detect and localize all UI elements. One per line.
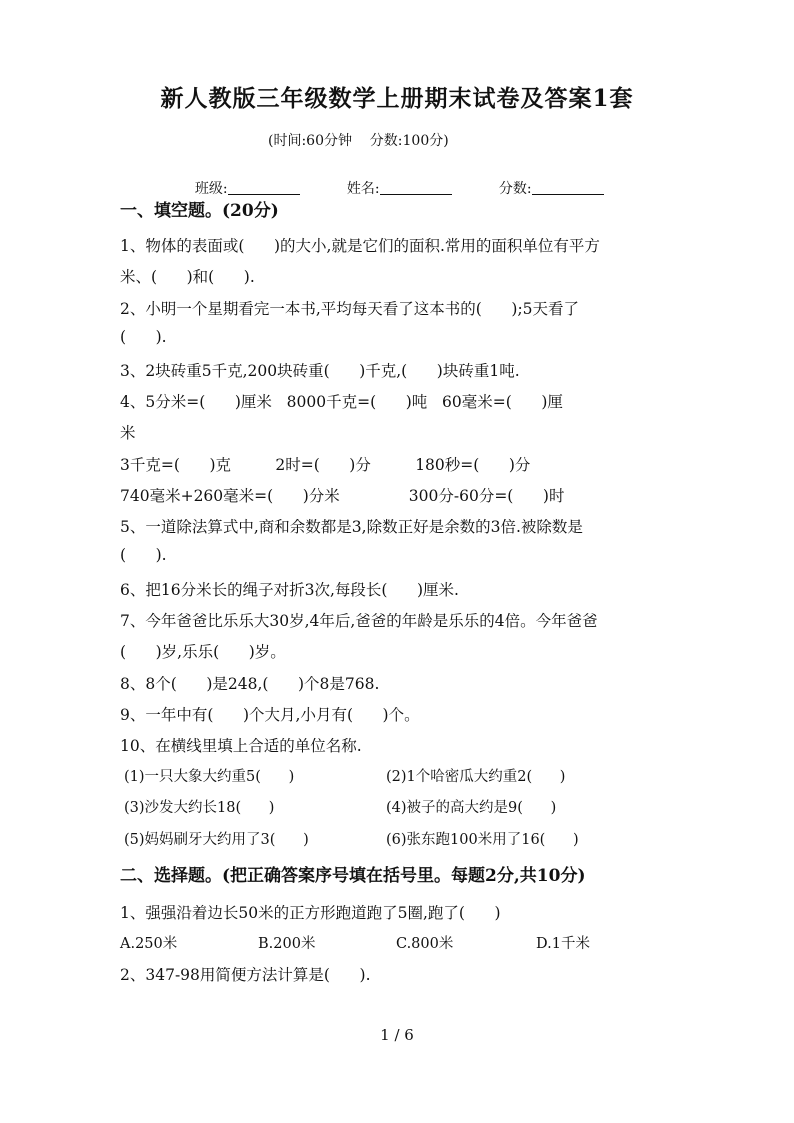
- option-c: C.800米: [396, 936, 454, 952]
- name-label: 姓名:: [346, 181, 380, 197]
- question-line: 米、( )和( ).: [120, 268, 255, 286]
- option-b: B.200米: [258, 936, 316, 952]
- score-blank[interactable]: [532, 180, 604, 195]
- page-title: 新人教版三年级数学上册期末试卷及答案1套: [160, 85, 634, 112]
- time-score-info: (时间:60分钟 分数:100分): [268, 133, 449, 149]
- unit-item: (2)1个哈密瓜大约重2( ): [386, 769, 566, 785]
- score-label: 分数:: [498, 181, 532, 197]
- unit-item: (5)妈妈刷牙大约用了3( ): [124, 832, 309, 848]
- unit-item: (1)一只大象大约重5( ): [124, 769, 295, 785]
- section1-heading: 一、填空题。(20分): [120, 201, 279, 221]
- question-line: 6、把16分米长的绳子对折3次,每段长( )厘米.: [120, 581, 459, 599]
- name-blank[interactable]: [380, 180, 452, 195]
- class-blank[interactable]: [228, 180, 300, 195]
- question-line: 米: [120, 424, 136, 442]
- question-line: 1、物体的表面或( )的大小,就是它们的面积.常用的面积单位有平方: [120, 237, 600, 255]
- question-line: 3千克=( )克 2时=( )分 180秒=( )分: [120, 456, 531, 474]
- question-line: 8、8个( )是248,( )个8是768.: [120, 675, 380, 693]
- question-line: ( ).: [120, 546, 167, 564]
- question-line: 2、小明一个星期看完一本书,平均每天看了这本书的( );5天看了: [120, 300, 580, 318]
- question-line: 1、强强沿着边长50米的正方形跑道跑了5圈,跑了( ): [120, 904, 501, 922]
- unit-item: (4)被子的高大约是9( ): [386, 800, 557, 816]
- question-line: 3、2块砖重5千克,200块砖重( )千克,( )块砖重1吨.: [120, 362, 520, 380]
- unit-item: (6)张东跑100米用了16( ): [386, 832, 579, 848]
- class-field: [186, 162, 300, 198]
- option-a: A.250米: [120, 936, 178, 952]
- page-number: 1 / 6: [380, 1026, 414, 1044]
- question-line: ( ).: [120, 328, 167, 346]
- question-line: 4、5分米=( )厘米 8000千克=( )吨 60毫米=( )厘: [120, 393, 563, 411]
- question-line: 740毫米+260毫米=( )分米 300分-60分=( )时: [120, 487, 565, 505]
- option-d: D.1千米: [536, 936, 590, 952]
- question-line: 7、今年爸爸比乐乐大30岁,4年后,爸爸的年龄是乐乐的4倍。今年爸爸: [120, 612, 598, 630]
- section2-heading: 二、选择题。(把正确答案序号填在括号里。每题2分,共10分): [120, 866, 586, 886]
- name-field: [338, 162, 452, 198]
- question-line: 2、347-98用简便方法计算是( ).: [120, 966, 371, 984]
- question-line: 10、在横线里填上合适的单位名称.: [120, 737, 362, 755]
- question-line: 9、一年中有( )个大月,小月有( )个。: [120, 706, 420, 724]
- unit-item: (3)沙发大约长18( ): [124, 800, 275, 816]
- question-line: ( )岁,乐乐( )岁。: [120, 643, 286, 661]
- score-field: [490, 162, 604, 198]
- class-label: 班级:: [194, 181, 228, 197]
- question-line: 5、一道除法算式中,商和余数都是3,除数正好是余数的3倍.被除数是: [120, 518, 583, 536]
